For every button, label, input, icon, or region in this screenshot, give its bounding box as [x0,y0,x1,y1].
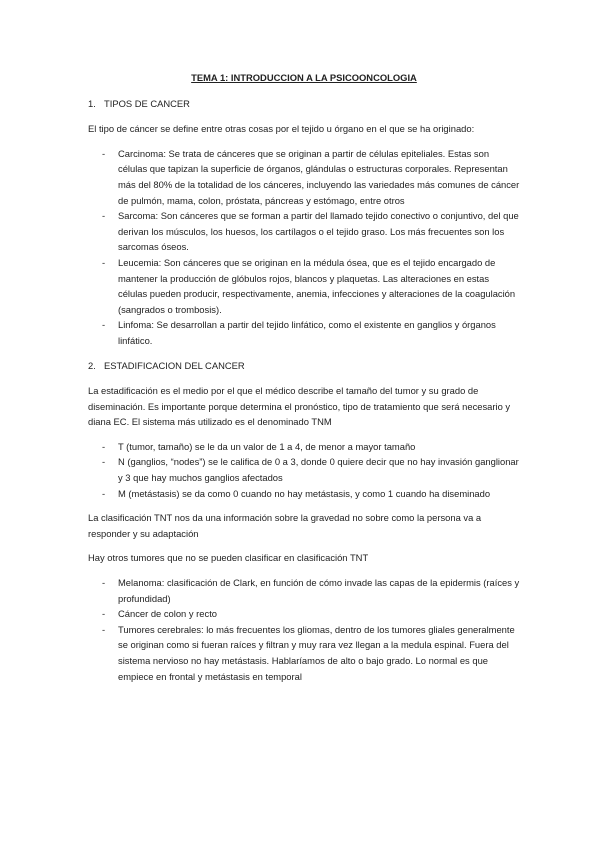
section2-heading-text: ESTADIFICACION DEL CANCER [104,359,245,371]
list-item-tnm-m: - M (metástasis) se da como 0 cuando no hay metástasis, y como 1 cuando ha diseminado [88,486,520,502]
section2-heading [88,358,520,374]
section1-heading [88,96,520,112]
list-item-colon: - Cáncer de colon y recto [88,606,520,622]
document-title: TEMA 1: INTRODUCCION A LA PSICOONCOLOGIA [191,72,417,83]
section2-paragraph-tnt: La clasificación TNT nos da una información sobre la gravedad no sobre como la persona va a responder y su adaptación [88,512,482,539]
document-page [88,70,520,693]
list-item-leucemia: - Leucemia: Son cánceres que se originan en la médula ósea, que es el tejido encargado de mantener la producción de glóbulos rojos, blancos y plaquetas. Las alteraciones en estas células pueden producir, respectivamente, anemia, infecciones y alteraciones de la coagulación (sangrados o trombosis). [88,255,520,317]
section1-heading-text: TIPOS DE CANCER [104,97,190,109]
list-item-tnm-n: - N (ganglios, “nodes”) se le califica de 0 a 3, donde 0 quiere decir que no hay invasión ganglionar y 3 que hay muchos ganglios afectados [88,454,520,485]
section1-list [88,146,520,349]
list-item-cerebral: - Tumores cerebrales: lo más frecuentes los gliomas, dentro de los tumores gliales generalmente se originan como si fueran raíces y filtran y muy rara vez llegan a la medula espinal. Fuera del sistema nervioso no hay metástasis. Hablaríamos de alto o bajo grado. Lo normal es que empiece en frontal y metástasis en temporal [88,622,520,684]
list-item-tnm-t: - T (tumor, tamaño) se le da un valor de 1 a 4, de menor a mayor tamaño [88,439,520,455]
section1-number: 1. [88,97,96,109]
section2-number: 2. [88,359,96,371]
section2-other-tumors-list [88,575,520,684]
section2-tnm-list [88,439,520,501]
section1-intro: El tipo de cáncer se define entre otras cosas por el tejido u órgano en el que se ha originado: [88,123,475,135]
list-item-sarcoma: - Sarcoma: Son cánceres que se forman a partir del llamado tejido conectivo o conjuntivo, del que derivan los músculos, los huesos, los cartílagos o el tejido graso. Los más frecuentes son los sarcomas óseos. [88,208,520,255]
section2-paragraph-others: Hay otros tumores que no se pueden clasificar en clasificación TNT [88,552,369,564]
list-item-carcinoma: - Carcinoma: Se trata de cánceres que se originan a partir de células epiteliales. Estas son células que tapizan la superficie de órganos, glándulas o estructuras corporales. Representan más del 80% de la totalidad de los cánceres, incluyendo las variedades más comunes de cáncer de pulmón, mama, colon, próstata, páncreas y estómago, entre otros [88,146,520,208]
list-item-melanoma: - Melanoma: clasificación de Clark, en función de cómo invade las capas de la epidermis (raíces y profundidad) [88,575,520,606]
list-item-linfoma: - Linfoma: Se desarrollan a partir del tejido linfático, como el existente en ganglios y órganos linfático. [88,317,520,348]
section2-intro: La estadificación es el medio por el que el médico describe el tamaño del tumor y su grado de diseminación. Es importante porque determina el pronóstico, tipo de tratamiento que será necesario y diana EC. El sistema más utilizado es el denominado TNM [88,385,511,428]
